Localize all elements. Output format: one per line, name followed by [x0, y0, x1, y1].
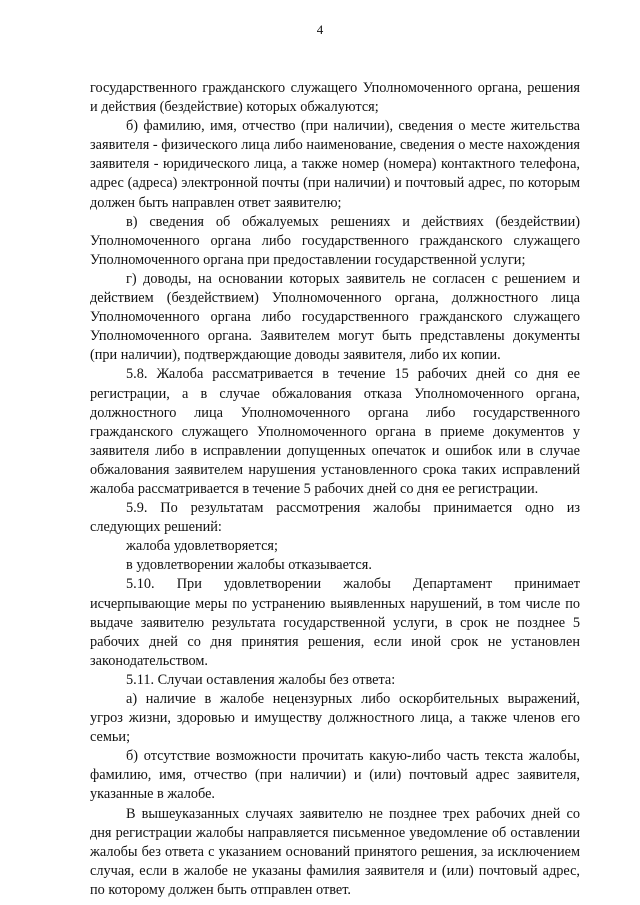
paragraph: В вышеуказанных случаях заявителю не позднее трех рабочих дней со дня регистрации жалобы направляется письменное уведомление об оставлении жалобы без ответа с указанием оснований принятого решения, за исключением случая, если в жалобе не указаны фамилия заявителя и (или) почтовый адрес, по которому должен быть отправлен ответ. — [90, 805, 580, 898]
paragraph: б) отсутствие возможности прочитать какую-либо часть текста жалобы, фамилию, имя, отчество (при наличии) и (или) почтовый адрес заявителя, указанные в жалобе. — [90, 748, 580, 803]
paragraph: 5.9. По результатам рассмотрения жалобы принимается одно из следующих решений: — [90, 500, 580, 536]
paragraph: 5.10. При удовлетворении жалобы Департамент принимает исчерпывающие меры по устранению выявленных нарушений, в том числе по выдаче заявителю результата государственной услуги, в срок не позднее 5 рабочих дней со дня принятия решения, если иной срок не установлен законодательством. — [90, 576, 580, 669]
paragraph: в) сведения об обжалуемых решениях и действиях (бездействии) Уполномоченного органа либо государственного гражданского служащего Уполномоченного органа при предоставлении государственной услуги; — [90, 213, 580, 268]
page-number: 4 — [316, 22, 324, 37]
paragraph: г) доводы, на основании которых заявитель не согласен с решением и действием (бездействием) Уполномоченного органа, должностного лица Уполномоченного органа либо государственного гражданского служащего Уполномоченного органа. Заявителем могут быть представлены документы (при наличии), подтверждающие доводы заявителя, либо их копии. — [90, 270, 580, 364]
paragraph: б) фамилию, имя, отчество (при наличии), сведения о месте жительства заявителя - физического лица либо наименование, сведения о месте нахождения заявителя - юридического лица, а также номер (номера) контактного телефона, адрес (адреса) электронной почты (при наличии) и почтовый адрес, по которым должен быть направлен ответ заявителю; — [90, 118, 580, 211]
body-text — [90, 79, 580, 900]
paragraph: жалоба удовлетворяется; — [126, 538, 278, 555]
paragraph: 5.11. Случаи оставления жалобы без ответа: — [126, 671, 396, 688]
paragraph: в удовлетворении жалобы отказывается. — [126, 557, 372, 574]
paragraph: 5.8. Жалоба рассматривается в течение 15 рабочих дней со дня ее регистрации, а в случае обжалования отказа Уполномоченного органа, должностного лица Уполномоченного органа либо государственного гражданского служащего Уполномоченного органа в приеме документов у заявителя либо в исправлении допущенных опечаток и ошибок или в случае обжалования заявителем нарушения установленного срока таких исправлений жалоба рассматривается в течение 5 рабочих дней со дня ее регистрации. — [90, 366, 580, 497]
paragraph: а) наличие в жалобе нецензурных либо оскорбительных выражений, угроз жизни, здоровью и имуществу должностного лица, а также членов его семьи; — [90, 691, 580, 746]
paragraph: государственного гражданского служащего Уполномоченного органа, решения и действия (бездействие) которых обжалуются; — [90, 80, 580, 116]
